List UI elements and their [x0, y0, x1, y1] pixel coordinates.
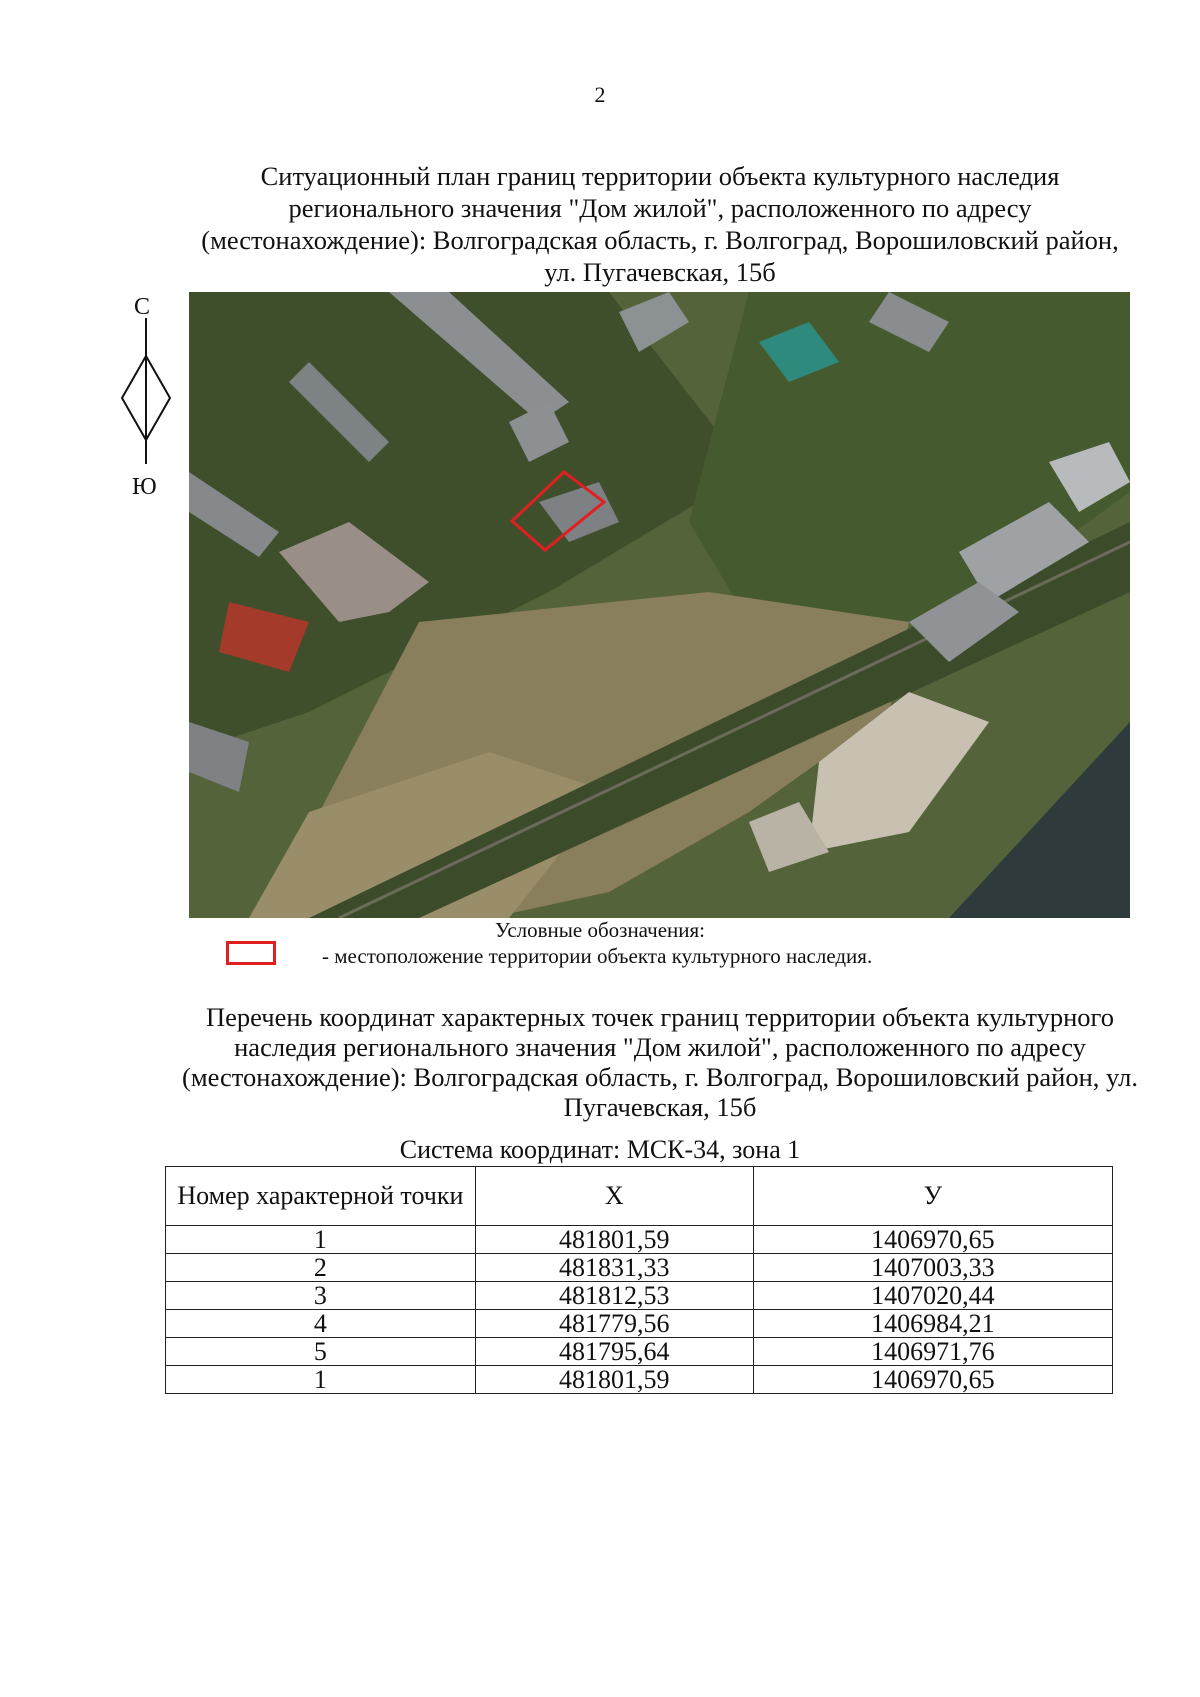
compass-north-label: С: [134, 294, 151, 320]
table-header-row: [166, 1167, 1113, 1226]
cell-point: 4: [166, 1310, 476, 1338]
cell-x: 481801,59: [475, 1226, 753, 1254]
header-x: Х: [475, 1167, 753, 1226]
cell-point: 1: [166, 1226, 476, 1254]
cell-x: 481779,56: [475, 1310, 753, 1338]
table-row: [166, 1366, 1113, 1394]
cell-x: 481795,64: [475, 1338, 753, 1366]
plan-title: Ситуационный план границ территории объекта культурного наследия регионального значения "Дом жилой", расположенного по адресу (местонахождение): Волгоградская область, г. Волгоград, Ворошиловский район, ул. Пугачевская, 15б: [201, 161, 1119, 287]
table-row: [166, 1338, 1113, 1366]
cell-y: 1406970,65: [753, 1366, 1112, 1394]
table-row: [166, 1226, 1113, 1254]
cell-point: 3: [166, 1282, 476, 1310]
table-row: [166, 1254, 1113, 1282]
cell-x: 481831,33: [475, 1254, 753, 1282]
header-y: У: [753, 1167, 1112, 1226]
cell-y: 1407020,44: [753, 1282, 1112, 1310]
cell-y: 1406970,65: [753, 1226, 1112, 1254]
cell-point: 2: [166, 1254, 476, 1282]
legend-red-outline-icon: [226, 941, 276, 965]
cell-y: 1406984,21: [753, 1310, 1112, 1338]
header-point-number: Номер характерной точки: [166, 1167, 476, 1226]
page-number: 2: [594, 82, 606, 107]
cell-x: 481801,59: [475, 1366, 753, 1394]
cell-y: 1406971,76: [753, 1338, 1112, 1366]
coordinates-list-title: Перечень координат характерных точек границ территории объекта культурного наследия регионального значения "Дом жилой", расположенного по адресу (местонахождение): Волгоградская область, г. Волгоград, Ворошиловский район, ул. Пугачевская, 15б: [182, 1002, 1138, 1122]
table-row: [166, 1310, 1113, 1338]
coordinates-table: [165, 1166, 1113, 1394]
compass-south-label: Ю: [132, 474, 157, 500]
legend-title: Условные обозначения:: [494, 918, 706, 942]
aerial-map: [189, 292, 1130, 918]
cell-point: 1: [166, 1366, 476, 1394]
coordinate-system: Система координат: МСК-34, зона 1: [399, 1135, 801, 1164]
compass-arrow-icon: [118, 294, 174, 494]
cell-x: 481812,53: [475, 1282, 753, 1310]
legend-item: - местоположение территории объекта культурного наследия.: [322, 944, 873, 968]
cell-y: 1407003,33: [753, 1254, 1112, 1282]
cell-point: 5: [166, 1338, 476, 1366]
table-row: [166, 1282, 1113, 1310]
